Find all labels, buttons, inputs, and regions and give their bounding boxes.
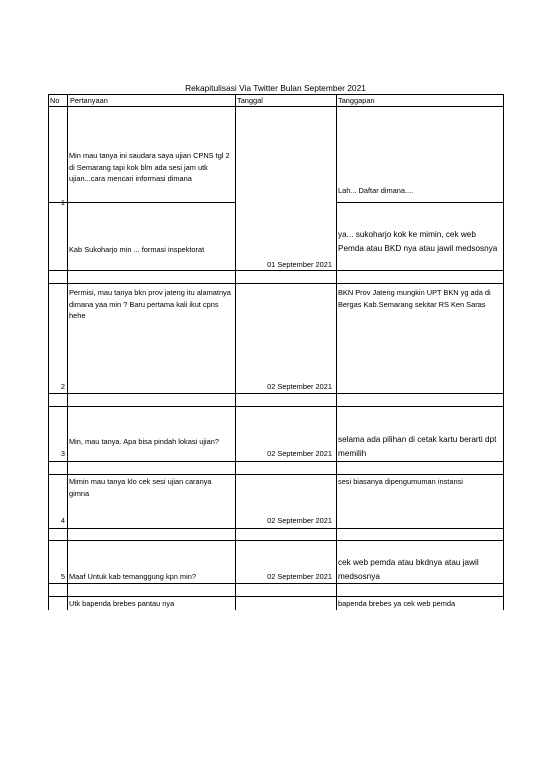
response-cell: Lah... Daftar dimana.... xyxy=(338,186,414,195)
response-cell: ya... sukoharjo kok ke mimin, cek web Pemda atau BKD nya atau jawil medsosnya xyxy=(338,230,498,253)
question-cell: Min mau tanya ini saudara saya ujian CPNS tgl 2 di Semarang tapi kok blm ada sesi jam utk ujian...cara mencari informasi dimana xyxy=(69,151,230,184)
table-line xyxy=(48,406,504,407)
row-number: 3 xyxy=(60,449,65,458)
table-line xyxy=(48,94,49,610)
question-cell: Permisi, mau tanya bkn prov jateng itu alamatnya dimana yaa min ? Baru pertama kali ikut cpns hehe xyxy=(69,288,231,321)
table-line xyxy=(67,94,68,610)
table-line xyxy=(48,106,504,107)
response-cell: selama ada pilihan di cetak kartu berarti dpt memilih xyxy=(338,435,497,458)
header-question: Pertanyaan xyxy=(70,96,108,105)
header-no: No xyxy=(50,96,60,105)
table-line xyxy=(336,202,504,203)
table-line xyxy=(48,596,504,597)
date-cell: 02 September 2021 xyxy=(267,516,332,525)
date-cell: 02 September 2021 xyxy=(267,572,332,581)
response-cell: cek web pemda atau bkdnya atau jawil medsosnya xyxy=(338,558,479,581)
date-cell: 02 September 2021 xyxy=(267,382,332,391)
row-number: 5 xyxy=(60,572,65,581)
date-cell: 02 September 2021 xyxy=(267,449,332,458)
document-title: Rekapitulisasi Via Twitter Bulan September 2021 xyxy=(185,83,366,93)
table-line xyxy=(48,583,504,584)
table-line xyxy=(336,94,337,610)
question-cell: Mimin mau tanya klo cek sesi ujian caranya gimna xyxy=(69,477,212,498)
table-line xyxy=(48,202,236,203)
response-cell: BKN Prov Jateng mungkin UPT BKN yg ada di Bergas Kab.Semarang sekitar RS Ken Saras xyxy=(338,288,491,309)
table-line xyxy=(48,474,504,475)
table-line xyxy=(48,94,504,95)
table-line xyxy=(503,94,504,610)
table-line xyxy=(48,540,504,541)
table-line xyxy=(48,393,504,394)
table-line xyxy=(48,283,504,284)
row-number: 2 xyxy=(60,382,65,391)
question-cell: Min, mau tanya. Apa bisa pindah lokasi ujian? xyxy=(69,437,219,446)
header-date: Tanggal xyxy=(237,96,263,105)
question-cell: Kab Sukoharjo min ... formasi inspektorat xyxy=(69,245,205,254)
table-line xyxy=(48,270,504,271)
date-cell: 01 September 2021 xyxy=(267,260,332,269)
row-number: 4 xyxy=(60,516,65,525)
table-line xyxy=(48,461,504,462)
question-cell: Maaf Untuk kab temanggung kpn min? xyxy=(69,572,196,581)
header-response: Tanggapan xyxy=(338,96,375,105)
response-cell: bapenda brebes ya cek web pemda xyxy=(338,599,456,608)
response-cell: sesi biasanya dipengumuman instansi xyxy=(338,477,463,486)
question-cell: Utk bapenda brebes pantau nya xyxy=(69,599,175,608)
table-line xyxy=(235,94,236,610)
table-line xyxy=(48,528,504,529)
